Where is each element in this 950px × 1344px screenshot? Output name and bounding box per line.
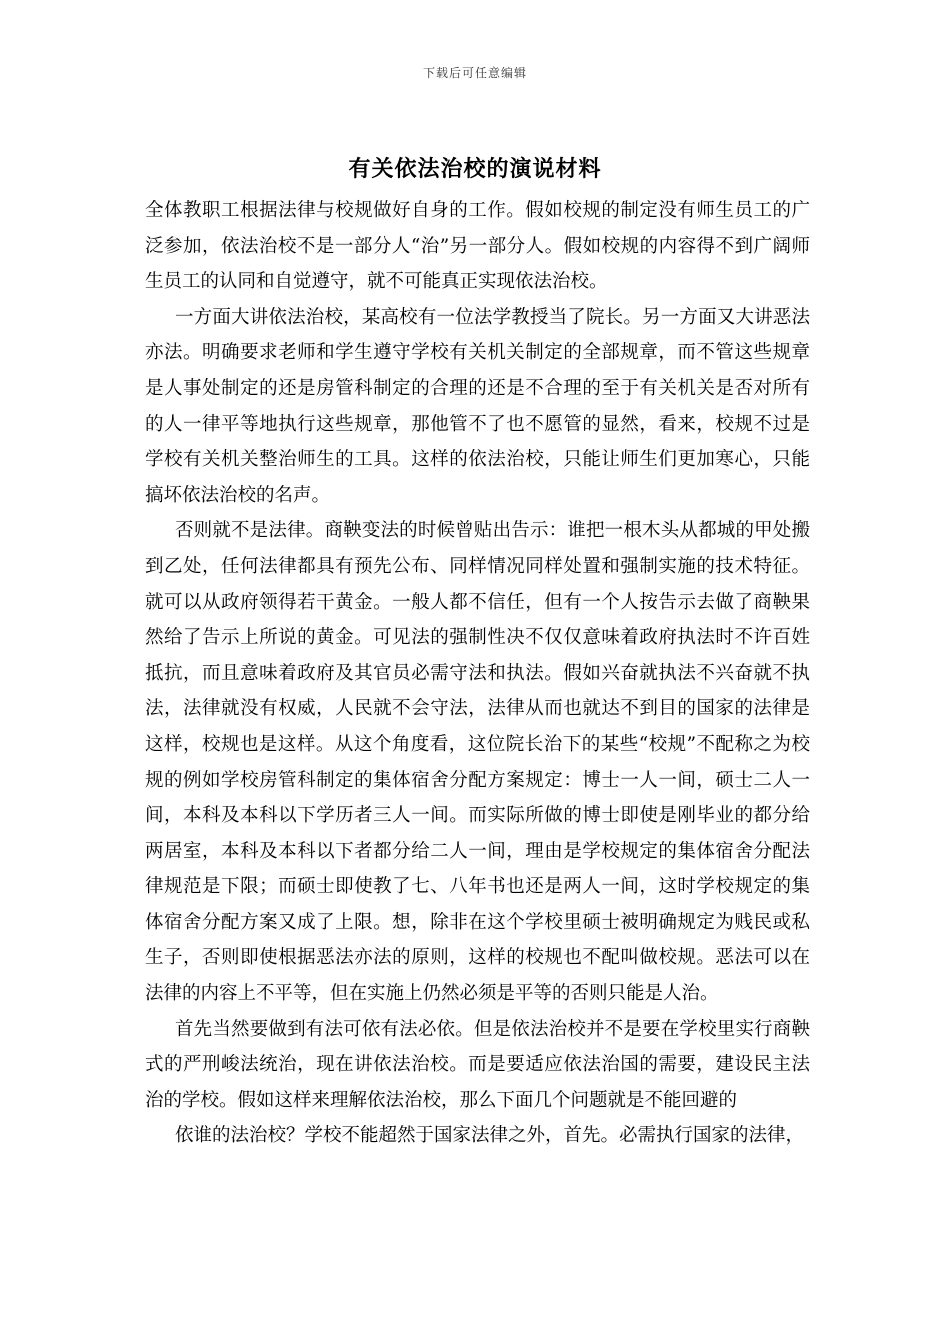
document-body [145,193,810,1154]
paragraph-4: 首先当然要做到有法可依有法必依。但是依法治校并不是要在学校里实行商鞅式的严刑峻法统治，现在讲依法治校。而是要适应依法治国的需要，建设民主法治的学校。假如这样来理解依法治校，那么下面几个问题就是不能回避的 [145,1018,810,1111]
paragraph-1: 全体教职工根据法律与校规做好自身的工作。假如校规的制定没有师生员工的广泛参加，依法治校不是一部分人“治”另一部分人。假如校规的内容得不到广阔师生员工的认同和自觉遵守，就不可能真正实现依法治校。 [145,200,810,293]
document-title: 有关依法治校的演说材料 [348,157,602,182]
header-note: 下载后可任意编辑 [422,66,527,80]
paragraph-2: 一方面大讲依法治校，某高校有一位法学教授当了院长。另一方面又大讲恶法亦法。明确要求老师和学生遵守学校有关机关制定的全部规章，而不管这些规章是人事处制定的还是房管科制定的合理的还是不合理的至于有关机关是否对所有的人一律平等地执行这些规章，那他管不了也不愿管的显然，看来，校规不过是学校有关机关整治师生的工具。这样的依法治校，只能让师生们更加寒心，只能搞坏依法治校的名声。 [145,306,810,506]
paragraph-5: 依谁的法治校？学校不能超然于国家法律之外，首先。必需执行国家的法律， [175,1125,805,1147]
paragraph-3: 否则就不是法律。商鞅变法的时候曾贴出告示：谁把一根木头从都城的甲处搬到乙处，任何法律都具有预先公布、同样情况同样处置和强制实施的技术特征。就可以从政府领得若干黄金。一般人都不信任，但有一个人按告示去做了商鞅果然给了告示上所说的黄金。可见法的强制性决不仅仅意味着政府执法时不许百姓抵抗，而且意味着政府及其官员必需守法和执法。假如兴奋就执法不兴奋就不执法，法律就没有权威，人民就不会守法，法律从而也就达不到目的国家的法律是这样，校规也是这样。从这个角度看，这位院长治下的某些“校规”不配称之为校规的例如学校房管科制定的集体宿舍分配方案规定：博士一人一间，硕士二人一间，本科及本科以下学历者三人一间。而实际所做的博士即使是刚毕业的都分给两居室，本科及本科以下者都分给二人一间，理由是学校规定的集体宿舍分配法律规范是下限；而硕士即使教了七、八年书也还是两人一间，这时学校规定的集体宿舍分配方案又成了上限。想，除非在这个学校里硕士被明确规定为贱民或私生子，否则即使根据恶法亦法的原则，这样的校规也不配叫做校规。恶法可以在法律的内容上不平等，但在实施上仍然必须是平等的否则只能是人治。 [145,520,810,1005]
